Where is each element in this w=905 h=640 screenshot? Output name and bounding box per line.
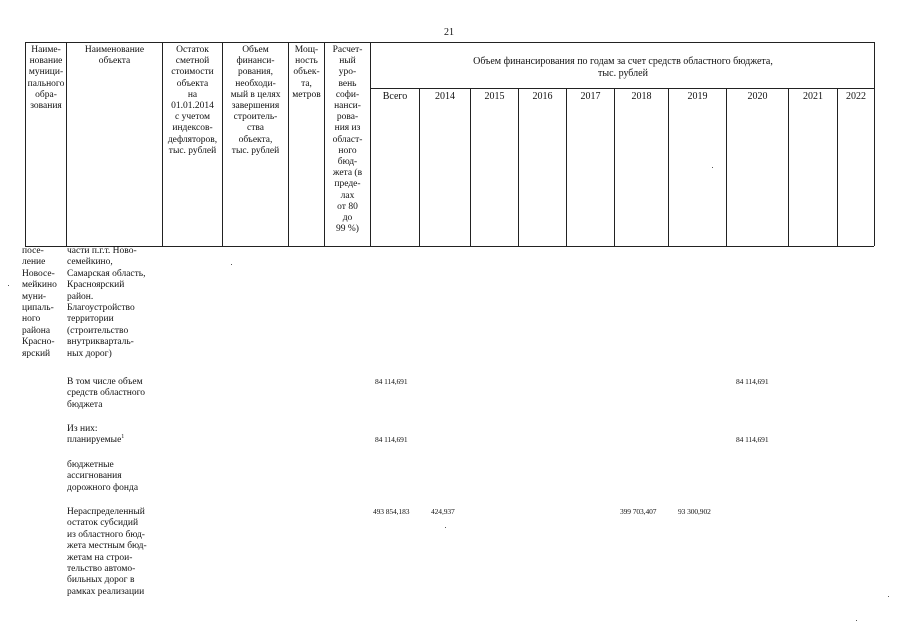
header-year: 2020 bbox=[747, 91, 768, 102]
header-year: 2018 bbox=[631, 91, 652, 102]
page-number: 21 bbox=[444, 27, 454, 38]
scan-speck bbox=[445, 527, 446, 528]
grid-line bbox=[518, 88, 519, 246]
grid-line bbox=[874, 42, 875, 246]
header-year: 2019 bbox=[687, 91, 708, 102]
header-year: 2021 bbox=[803, 91, 823, 102]
header-year: 2017 bbox=[580, 91, 601, 102]
scan-speck bbox=[231, 264, 232, 265]
planned-label: Из них: планируемые$^1$ bbox=[67, 424, 125, 446]
header-municipality: Наиме- нование муници- пального обра- зования bbox=[27, 45, 65, 112]
regional-budget-label: В том числе объем средств областного бюджета bbox=[67, 377, 146, 410]
grid-line bbox=[788, 88, 789, 246]
grid-line bbox=[614, 88, 615, 246]
header-year: 2015 bbox=[484, 91, 505, 102]
header-funding-group-title: Объем финансирования по годам за счет средств областного бюджета, тыс. рублей bbox=[473, 56, 773, 79]
header-capacity: Мощ- ность объек- та, метров bbox=[292, 45, 321, 100]
grid-line bbox=[566, 88, 567, 246]
header-total: Всего bbox=[382, 91, 408, 102]
planned-2020: 84 114,691 bbox=[736, 435, 769, 444]
grid-line bbox=[668, 88, 669, 246]
municipality-name: посе- ление Новосе- мейкино муни- ципаль- ного района Красно- ярский bbox=[22, 246, 57, 359]
undistributed-2019: 93 300,902 bbox=[678, 507, 711, 516]
grid-line bbox=[470, 88, 471, 246]
header-year: 2022 bbox=[846, 91, 866, 102]
undistributed-2014: 424,937 bbox=[431, 507, 455, 516]
road-fund-label: бюджетные ассигнования дорожного фонда bbox=[67, 460, 139, 493]
undistributed-2018: 399 703,407 bbox=[620, 507, 657, 516]
scan-speck bbox=[712, 167, 713, 168]
grid-line bbox=[66, 42, 67, 246]
header-cofinancing-level: Расчет- ный уро- вень софи- нанси- рова- ния из област- ного бюд- жета (в преде- лах от 80 до 99 %) bbox=[332, 45, 363, 235]
undistributed-total: 493 854,183 bbox=[373, 507, 410, 516]
header-year: 2014 bbox=[435, 91, 455, 102]
scan-speck bbox=[856, 620, 857, 621]
scan-speck bbox=[888, 596, 889, 597]
footnote-marker: 1 bbox=[121, 434, 125, 441]
grid-line bbox=[726, 88, 727, 246]
scan-speck bbox=[8, 285, 9, 286]
regional-budget-2020: 84 114,691 bbox=[736, 377, 769, 386]
planned-total: 84 114,691 bbox=[375, 435, 408, 444]
header-funding-volume: Объем финанси- рования, необходи- мый в целях завершения строитель- ства объекта, тыс. рублей bbox=[230, 45, 281, 156]
undistributed-label: Нераспределенный остаток субсидий из областного бюд- жета местным бюд- жетам на строи- тельство автомо- бильных дорог в рамках реализации bbox=[67, 507, 147, 597]
grid-line bbox=[370, 42, 371, 246]
grid-line bbox=[370, 88, 874, 89]
object-description: части п.г.т. Ново- семейкино, Самарская область, Красноярский район. Благоустройство территории (строительство внутриквартaль- ных дорог) bbox=[67, 246, 146, 359]
header-year: 2016 bbox=[532, 91, 553, 102]
grid-line bbox=[419, 88, 420, 246]
header-object-name: Наименование объекта bbox=[84, 45, 145, 67]
grid-line bbox=[837, 88, 838, 246]
header-remaining-cost: Остаток сметной стоимости объекта на 01.01.2014 с учетом индексов- дефляторов, тыс. рублей bbox=[167, 45, 218, 156]
regional-budget-total: 84 114,691 bbox=[375, 377, 408, 386]
